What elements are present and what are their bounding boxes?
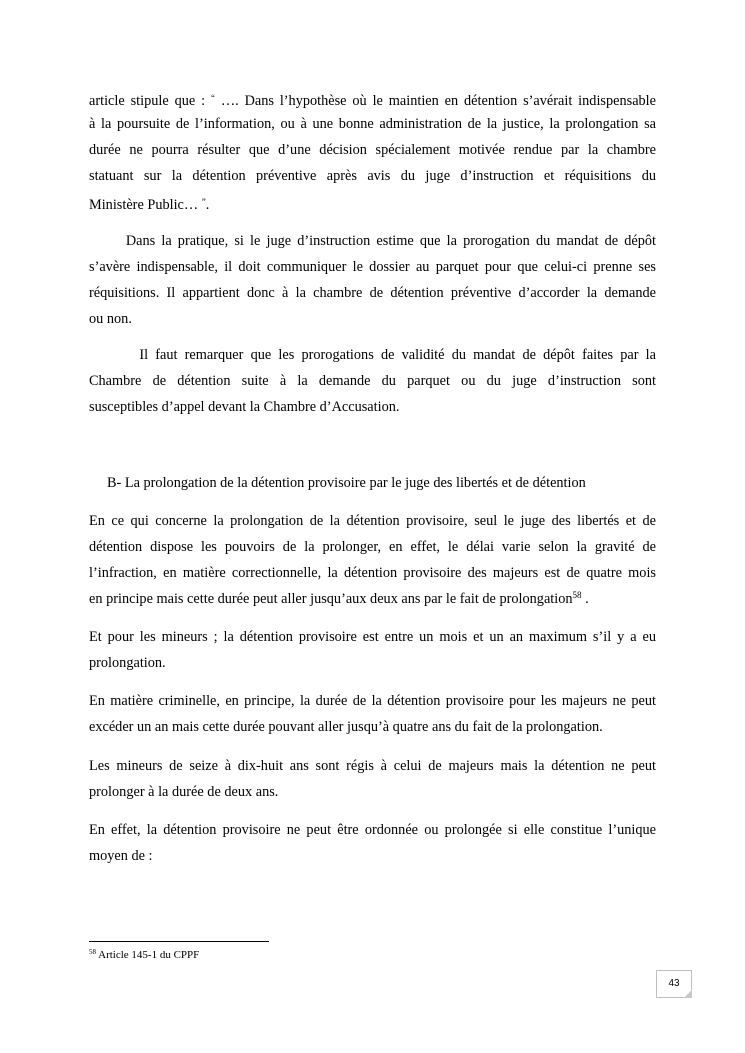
paragraph-unique-moyen	[89, 817, 656, 869]
page-number: 43	[656, 970, 692, 998]
text-line: excéder un an mais cette durée pouvant aller jusqu’à quatre ans du fait de la prolongation.	[89, 719, 603, 735]
text-line: Dans la pratique, si le juge d’instruction estime que la prorogation du mandat de dépôt	[89, 233, 656, 249]
text-line: En matière criminelle, en principe, la durée de la détention provisoire pour les majeurs ne peut	[89, 693, 656, 709]
text-line: à la poursuite de l’information, ou à une bonne administration de la justice, la prolongation sa	[89, 116, 656, 132]
text-line: en principe mais cette durée peut aller jusqu’aux deux ans par le fait de prolongation$^{58}$ .	[89, 590, 589, 607]
text-line: Ministère Public… ”.	[89, 197, 210, 213]
text-line: En ce qui concerne la prolongation de la détention provisoire, seul le juge des libertés et de	[89, 513, 656, 529]
paragraph-pratique	[89, 228, 656, 332]
paragraph-prolongation	[89, 508, 656, 612]
footnote-reference[interactable]: 58	[572, 590, 582, 600]
text-line: durée ne pourra résulter que d’une décision spécialement motivée rendue par la chambre	[89, 142, 656, 158]
text-line: s’avère indispensable, il doit communiquer le dossier au parquet pour que celui-ci prenne ses	[89, 259, 656, 275]
text-line: article stipule que : “ …. Dans l’hypothèse où le maintien en détention s’avérait indispensable	[89, 93, 657, 109]
text-line: Il faut remarquer que les prorogations de validité du mandat de dépôt faites par la	[89, 347, 656, 363]
text-line: Chambre de détention suite à la demande du parquet ou du juge d’instruction sont	[89, 373, 656, 389]
paragraph-matiere-criminelle	[89, 688, 656, 740]
text-line: En effet, la détention provisoire ne peut être ordonnée ou prolongée si elle constitue l’unique	[89, 822, 656, 838]
text-line: susceptibles d’appel devant la Chambre d’Accusation.	[89, 399, 400, 415]
section-heading: B- La prolongation de la détention provisoire par le juge des libertés et de détention	[107, 475, 586, 491]
text-line: prolongation.	[89, 655, 166, 671]
paragraph-remarque	[89, 342, 656, 420]
text-line: détention dispose les pouvoirs de la prolonger, en effet, le délai varie selon la gravité de	[89, 539, 656, 555]
text-line: statuant sur la détention préventive après avis du juge d’instruction et réquisitions du	[89, 168, 656, 184]
text-line: Les mineurs de seize à dix-huit ans sont régis à celui de majeurs mais la détention ne peut	[89, 758, 656, 774]
footnote-number: 58	[89, 948, 96, 956]
text-line: réquisitions. Il appartient donc à la chambre de détention préventive d’accorder la demande	[89, 285, 656, 301]
footnote-separator	[89, 941, 269, 942]
text-line: prolonger à la durée de deux ans.	[89, 784, 279, 800]
text-line: Et pour les mineurs ; la détention provisoire est entre un mois et un an maximum s’il y a eu	[89, 629, 656, 645]
footnote-text: Article 145-1 du CPPF	[96, 949, 200, 961]
paragraph-seize-dix-huit	[89, 753, 656, 805]
text-line: ou non.	[89, 311, 132, 327]
footnote	[89, 948, 199, 962]
paragraph-mineurs	[89, 624, 656, 676]
text-line: l’infraction, en matière correctionnelle, la détention provisoire des majeurs est de quatre mois	[89, 565, 656, 581]
text-line: moyen de :	[89, 848, 153, 864]
paragraph-article-quote	[89, 85, 656, 215]
